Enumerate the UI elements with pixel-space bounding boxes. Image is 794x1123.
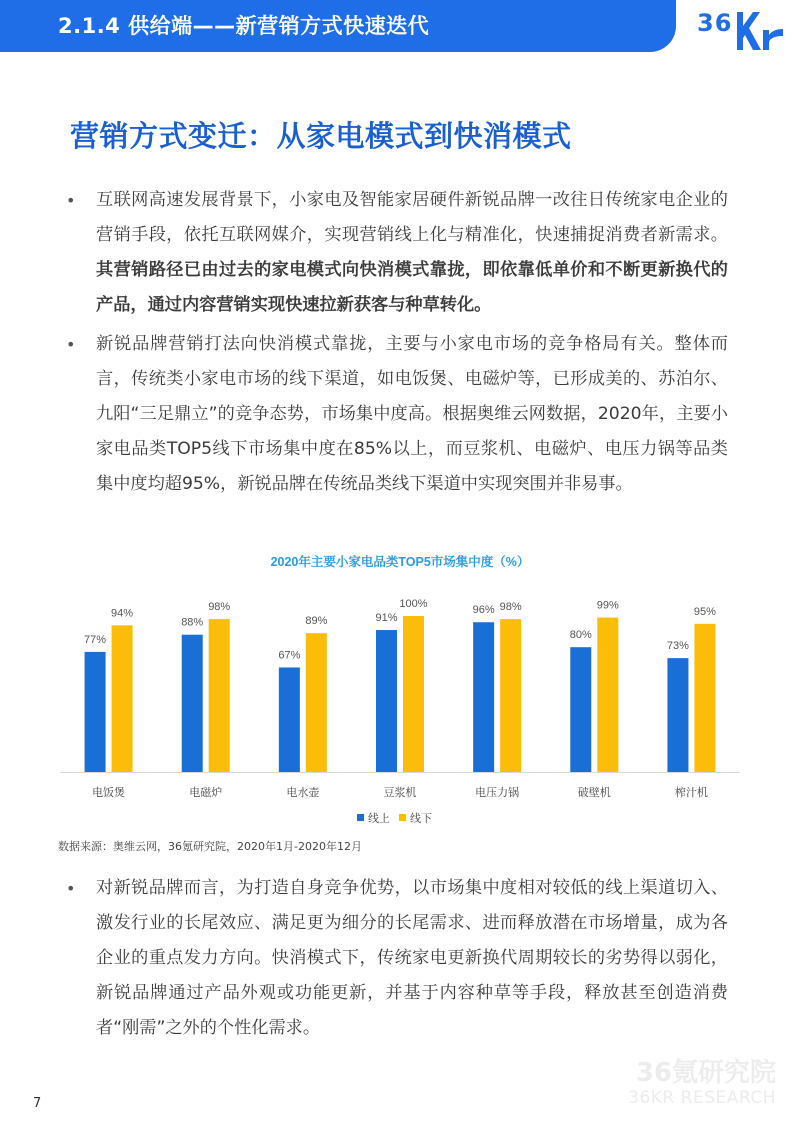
bar-value-label: 73% [666,640,689,653]
category-label: 榨汁机 [674,787,708,799]
bullet-dot-icon: • [66,335,76,354]
bullet-text: 对新锐品牌而言，为打造自身竞争优势，以市场集中度相对较低的线上渠道切入、激发行业的长尾效应、满足更为细分的长尾需求、进而释放潜在市场增量，成为各企业的重点发力方向。快消模式下，传统家电更新换代周期较长的劣势得以弱化，新锐品牌通过产品外观或功能更新，并基于内容种草等手段，释放甚至创造消费者“刚需”之外的个性化需求。 [96,878,728,1038]
legend-label: 线上 [368,813,390,825]
bar-value-label: 91% [375,612,398,625]
bar-offline [694,624,715,772]
bar-value-label: 77% [84,633,107,646]
bar-value-label: 67% [278,649,301,662]
bullet-text [96,183,728,323]
market-concentration-chart [60,548,740,838]
category-label: 破壁机 [577,787,611,799]
page-heading: 营销方式变迁：从家电模式到快消模式 [70,119,572,153]
bullet-text-regular: 互联网高速发展背景下，小家电及智能家居硬件新锐品牌一改往日传统家电企业的营销手段，依托互联网媒介，实现营销线上化与精准化，快速捕捉消费者新需求。 [96,190,728,245]
bar-online [570,647,591,772]
legend-swatch [399,814,406,821]
bullet-dot-icon: • [66,191,76,210]
bar-value-label: 89% [305,615,328,628]
bar-value-label: 99% [596,599,619,612]
bar-value-label: 100% [399,598,428,610]
category-label: 电饭煲 [92,787,126,799]
data-source-note: 数据来源：奥维云网，36氪研究院，2020年1月-2020年12月 [58,840,362,853]
category-label: 电磁炉 [189,787,223,799]
watermark-line-1: 36氪研究院 [635,1058,776,1088]
category-label: 电水壶 [286,787,320,799]
bar-value-label: 95% [693,605,716,618]
bar-online [376,630,397,772]
bar-offline [209,619,230,772]
bar-offline [403,616,424,772]
bullet-text-bold: 其营销路径已由过去的家电模式向快消模式靠拢，即依靠低单价和不断更新换代的产品，通过内容营销实现快速拉新获客与种草转化。 [96,260,728,315]
category-label: 豆浆机 [383,787,417,799]
bullet-item [66,327,728,527]
bar-online [473,622,494,772]
36kr-logo [693,2,794,52]
watermark [628,1058,776,1108]
legend-label: 线下 [410,813,432,825]
bar-offline [112,625,133,772]
bullet-item [66,183,728,325]
bullet-text: 新锐品牌营销打法向快消模式靠拢，主要与小家电市场的竞争格局有关。整体而言，传统类小家电市场的线下渠道，如电饭煲、电磁炉等，已形成美的、苏泊尔、九阳“三足鼎立”的竞争态势，市场集中度高。根据奥维云网数据，2020年，主要小家电品类TOP5线下市场集中度在85%以上，而豆浆机、电磁炉、电压力锅等品类集中度均超95%，新锐品牌在传统品类线下渠道中实现突围并非易事。 [96,334,728,494]
bar-value-label: 88% [181,616,204,629]
bar-offline [306,633,327,772]
bar-value-label: 96% [472,604,495,617]
legend-swatch [357,814,364,821]
bar-offline [597,618,618,772]
bar-value-label: 94% [111,607,134,620]
section-title: 2.1.4 供给端——新营销方式快速迭代 [58,14,430,38]
category-label: 电压力锅 [475,787,520,799]
watermark-line-2: 36KR RESEARCH [628,1088,776,1108]
bar-offline [500,619,521,772]
bar-online [182,635,203,772]
bar-value-label: 80% [569,629,592,642]
bar-online [279,667,300,772]
bar-value-label: 98% [499,601,522,614]
bullet-item [66,871,728,1046]
page-number: 7 [33,1096,42,1111]
chart-title: 2020年主要小家电品类TOP5市场集中度（%） [270,555,530,569]
svg-text:36: 36 [697,9,733,37]
bullet-dot-icon: • [66,879,76,898]
bar-online [667,658,688,772]
bar-online [85,652,106,772]
bar-value-label: 98% [208,601,231,614]
